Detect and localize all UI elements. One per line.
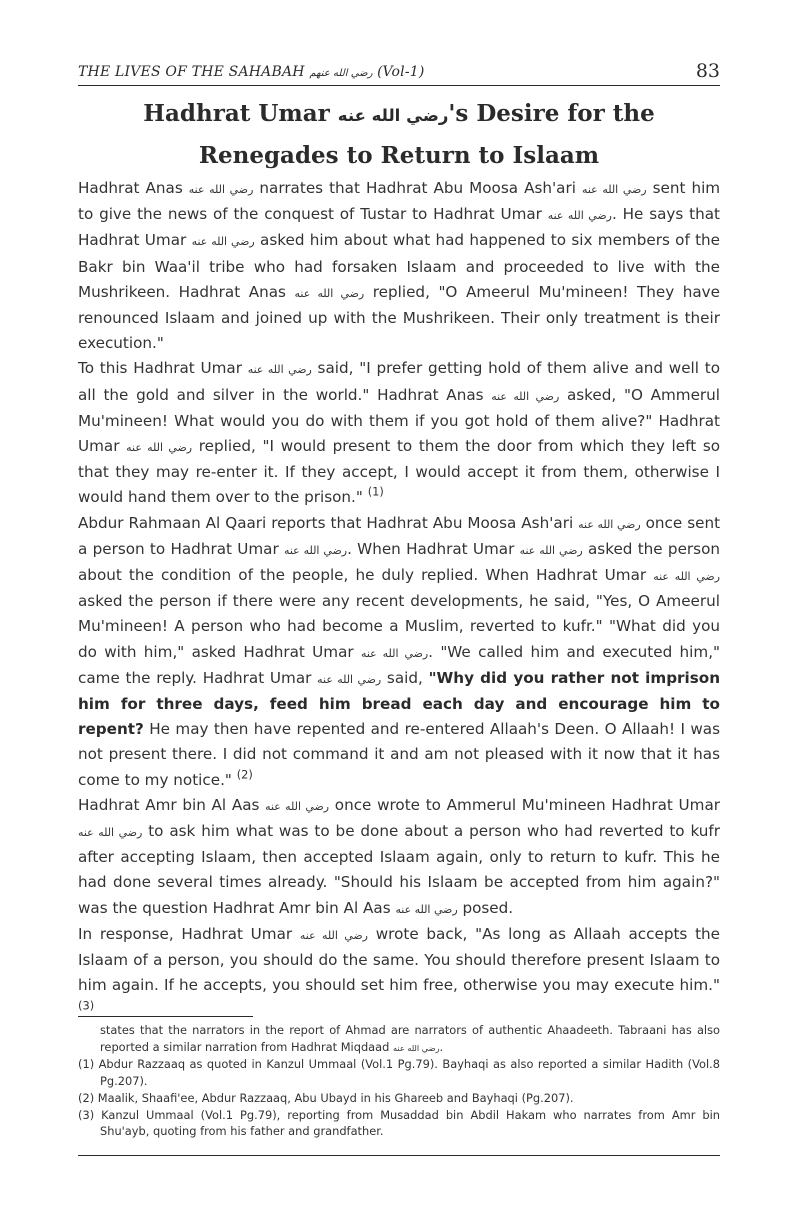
honorific-calligraphy: رضي الله عنه [653, 570, 721, 584]
honorific-calligraphy: رضي الله عنه [294, 286, 365, 300]
footnote-ref: (1) [367, 485, 384, 500]
honorific-calligraphy: رضي الله عنه [360, 646, 429, 660]
honorific-calligraphy: رضي الله عنه [247, 363, 312, 377]
footnote-text: Abdur Razzaaq as quoted in Kanzul Ummaal (Vol.1 Pg.79). Bayhaqi as also reported a similar Hadith (Vol.8 Pg.207). [98, 1057, 721, 1089]
paragraph: Hadhrat Amr bin Al Aas رضي الله عنه once wrote to Ammerul Mu'mineen Hadhrat Umar رضي الله عنه to ask him what was to be done about a person who had reverted to kufr after accepting Islaam, then accepted Islaam again, only to return to kufr. This he had done several times already. "Should his Islaam be accepted from him again?" was the question Hadhrat Amr bin Al Aas رضي الله عنه posed. [78, 795, 721, 917]
honorific-calligraphy: رضي الله عنه [337, 106, 449, 125]
footnote-ref: (2) [236, 767, 253, 782]
footnote-label: (2) [78, 1090, 95, 1105]
honorific-calligraphy: رضي الله عنه [299, 928, 368, 942]
footnote-continuation: states that the narrators in the report of Ahmad are narrators of authentic Ahaadeeth. Tabraani has also reported a similar narration from Hadhrat Miqdaad رضي الله عنه. [100, 1023, 720, 1054]
honorific-calligraphy: رضي الله عنه [317, 672, 382, 686]
page-number: 83 [695, 60, 720, 82]
honorific-calligraphy: رضي الله عنه [581, 183, 647, 196]
honorific-calligraphy: رضي الله عنه [265, 799, 330, 813]
chapter-title: Hadhrat Umar رضي الله عنه's Desire for the Renegades to Return to Islaam [143, 100, 655, 169]
footnotes [78, 1022, 720, 1140]
paragraph: To this Hadhrat Umar رضي الله عنه said, "I prefer getting hold of them alive and well to all the gold and silver in the world." Hadhrat Anas رضي الله عنه asked, "O Ammerul Mu'mineen! What would you do with them if you got hold of them alive?" Hadhrat Umar رضي الله عنه replied, "I would present to them the door from which they left so that they may re-enter it. If they accept, I would accept it from them, otherwise I would hand them over to the prison." $^{(1)}$ [78, 359, 721, 507]
honorific-calligraphy: رضي الله عنه [395, 902, 458, 916]
honorific-calligraphy: رضي الله عنه [491, 389, 560, 403]
paragraph: Abdur Rahmaan Al Qaari reports that Hadhrat Abu Moosa Ash'ari رضي الله عنه once sent a person to Hadhrat Umar رضي الله عنه. When Hadhrat Umar رضي الله عنه asked the person about the condition of the people, he duly replied. When Hadhrat Umar رضي الله عنه asked the person if there were any recent developments, he said, "Yes, O Ameerul Mu'mineen! A person who had become a Muslim, reverted to kufr." "What did you do with him," asked Hadhrat Umar رضي الله عنه. "We called him and executed him," came the reply. Hadhrat Umar رضي الله عنه said, "Why did you rather not imprison him for three days, feed him bread each day and encourage him to repent? He may then have repented and re-entered Allaah's Deen. O Allaah! I was not present there. I did not command it and am not pleased with it now that it has come to my notice." $^{(2)}$ [78, 513, 721, 789]
honorific-calligraphy: رضي الله عنه [519, 543, 583, 557]
volume-label: (Vol-1) [377, 64, 425, 80]
footnote [78, 1107, 720, 1140]
paragraph: Hadhrat Anas رضي الله عنه narrates that Hadhrat Abu Moosa Ash'ari رضي الله عنه sent him to give the news of the conquest of Tustar to Hadhrat Umar رضي الله عنه. He says that Hadhrat Umar رضي الله عنه asked him about what had happened to six members of the Bakr bin Waa'il tribe who had forsaken Islaam and proceeded to live with the Mushrikeen. Hadhrat Anas رضي الله عنه replied, "O Ameerul Mu'mineen! They have renounced Islaam and joined up with the Mushrikeen. Their only treatment is their execution." [78, 179, 721, 353]
footnote-divider [78, 1016, 253, 1017]
running-header [78, 62, 720, 86]
footnote-text: Kanzul Ummaal (Vol.1 Pg.79), reporting from Musaddad bin Abdil Hakam who narrates from Amr bin Shu'ayb, quoting from his father and grandfather. [100, 1107, 721, 1139]
honorific-calligraphy: رضي الله عنه [392, 1042, 440, 1053]
honorific-calligraphy: رضي الله عنه [547, 209, 612, 223]
footnote [78, 1056, 720, 1089]
honorific-calligraphy: رضي الله عنه [578, 517, 641, 531]
main-text [78, 176, 720, 1024]
bottom-divider [78, 1155, 720, 1156]
paragraph: In response, Hadhrat Umar رضي الله عنه wrote back, "As long as Allaah accepts the Islaam of a person, you should do the same. You should therefore present Islaam to him again. If he accepts, you should set him free, otherwise you may execute him." $^{(3)}$ [78, 924, 721, 1013]
honorific-calligraphy: رضي الله عنه [188, 183, 254, 196]
honorific-calligraphy: رضي الله عنه [283, 543, 348, 557]
footnote-text: Maalik, Shaafi'ee, Abdur Razzaaq, Abu Ubayd in his Ghareeb and Bayhaqi (Pg.207). [97, 1090, 574, 1105]
honorific-calligraphy: رضي الله عنه [191, 235, 255, 249]
footnote-label: (1) [78, 1057, 95, 1072]
footnote-label: (3) [78, 1107, 95, 1122]
honorific-calligraphy: رضي الله عنه [78, 826, 143, 840]
honorific-calligraphy: رضي الله عنه [126, 441, 193, 455]
emphasized-quote: "Why did you rather not imprison him for three days, feed him bread each day and encourage him to repent? [78, 668, 721, 739]
running-title [78, 64, 424, 80]
book-title: THE LIVES OF THE SAHABAH [78, 64, 305, 80]
honorific-calligraphy: رضي الله عنهم [309, 68, 373, 79]
footnote [78, 1090, 720, 1107]
header-divider [78, 85, 720, 86]
footnote-ref: (3) [78, 998, 95, 1013]
